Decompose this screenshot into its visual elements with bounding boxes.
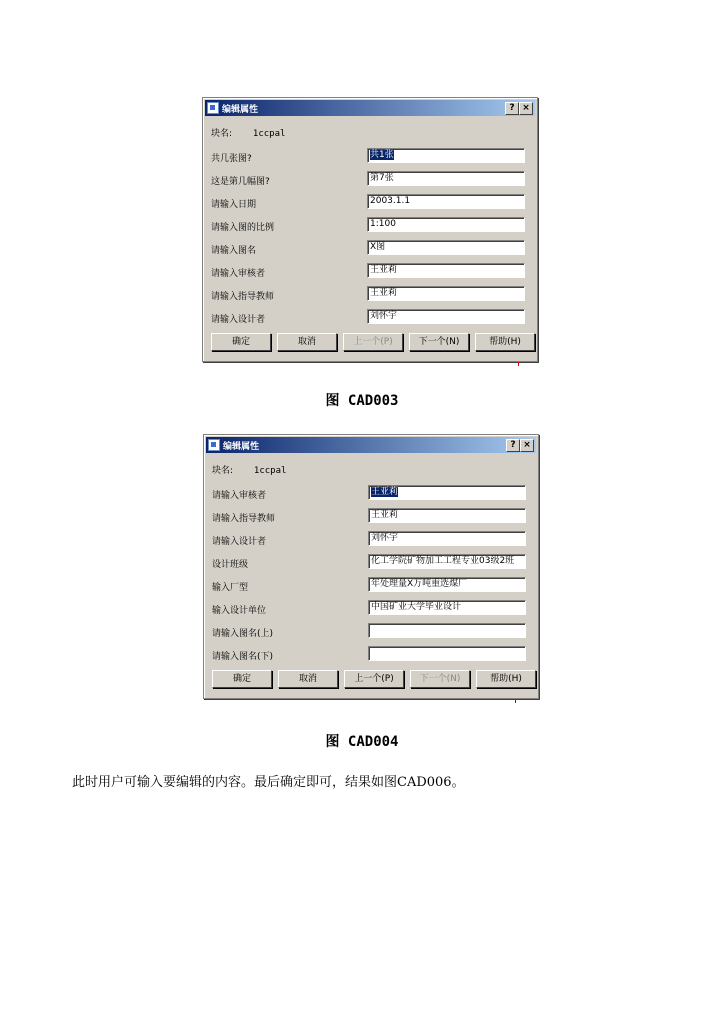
ok-button[interactable]: 确定 [212, 670, 272, 688]
help-icon[interactable]: ? [505, 102, 519, 115]
page-mark [518, 362, 519, 366]
attribute-input[interactable]: X图 [367, 240, 525, 255]
help-icon[interactable]: ? [506, 439, 520, 452]
attribute-input[interactable] [368, 646, 526, 661]
attribute-row [211, 263, 527, 279]
attribute-input[interactable]: 王亚莉 [367, 286, 525, 301]
attribute-label: 请输入审核者 [212, 491, 267, 501]
attribute-label: 请输入指导教师 [212, 514, 276, 524]
figure-caption-1: 图 CAD003 [325, 393, 399, 409]
attribute-label: 请输入图名(上) [212, 629, 274, 639]
attribute-input[interactable]: 2003.1.1 [367, 194, 525, 209]
attribute-input[interactable] [368, 623, 526, 638]
close-icon[interactable]: × [519, 102, 533, 115]
attribute-row [211, 240, 527, 256]
attribute-input[interactable]: 王亚莉 [367, 263, 525, 278]
dialog-titlebar[interactable] [206, 437, 536, 453]
block-name-label: 块名: [212, 466, 234, 476]
next-button[interactable]: 下一个(N) [409, 333, 469, 351]
attribute-input[interactable]: 王亚莉 [368, 508, 526, 523]
attribute-label: 设计班级 [212, 560, 249, 570]
cancel-button[interactable]: 取消 [278, 670, 338, 688]
attribute-input[interactable]: 第7张 [367, 171, 525, 186]
attribute-label: 请输入日期 [211, 200, 257, 210]
block-name-row [212, 463, 286, 476]
attribute-input[interactable] [368, 485, 526, 500]
selected-text: 王亚莉 [371, 487, 399, 497]
attribute-row [212, 577, 528, 593]
dialog-buttons [212, 670, 536, 688]
attribute-row [212, 623, 528, 639]
block-name-label: 块名: [211, 129, 233, 139]
attribute-input[interactable]: 年处理量X万吨重选煤厂 [368, 577, 526, 592]
attribute-input[interactable]: 刘怀宇 [367, 309, 525, 324]
block-name-value: 1ccpal [252, 129, 286, 139]
attribute-input[interactable]: 化工学院矿物加工工程专业03级2班 [368, 554, 526, 569]
help-button[interactable]: 帮助(H) [476, 670, 536, 688]
attribute-label: 共几张图? [211, 154, 252, 164]
dialog-title: 编辑属性 [222, 104, 259, 115]
body-paragraph: 此时用户可输入要编辑的内容。最后确定即可，结果如图CAD006。 [72, 775, 465, 790]
app-icon [207, 102, 219, 114]
attribute-input[interactable] [367, 148, 525, 163]
attribute-label: 请输入审核者 [211, 269, 266, 279]
attribute-row [211, 194, 527, 210]
attribute-label: 请输入图名 [211, 246, 257, 256]
attribute-row [211, 309, 527, 325]
next-button: 下一个(N) [410, 670, 470, 688]
attribute-label: 请输入指导教师 [211, 292, 275, 302]
attribute-row [212, 554, 528, 570]
attribute-row [212, 485, 528, 501]
edit-attributes-dialog-1 [202, 97, 538, 362]
edit-attributes-dialog-2 [203, 434, 539, 699]
attribute-row [211, 217, 527, 233]
attribute-row [212, 646, 528, 662]
attribute-input[interactable]: 中国矿业大学毕业设计 [368, 600, 526, 615]
figure-caption-2: 图 CAD004 [325, 734, 399, 750]
ok-button[interactable]: 确定 [211, 333, 271, 351]
block-name-row [211, 126, 285, 139]
attribute-label: 请输入设计者 [211, 315, 266, 325]
attribute-label: 这是第几幅图? [211, 177, 270, 187]
previous-button: 上一个(P) [343, 333, 403, 351]
cancel-button[interactable]: 取消 [277, 333, 337, 351]
help-button[interactable]: 帮助(H) [475, 333, 535, 351]
dialog-buttons [211, 333, 535, 351]
attribute-input[interactable]: 刘怀宇 [368, 531, 526, 546]
attribute-label: 输入设计单位 [212, 606, 267, 616]
attribute-label: 请输入图的比例 [211, 223, 275, 233]
block-name-value: 1ccpal [253, 466, 287, 476]
dialog-title: 编辑属性 [223, 441, 260, 452]
dialog-titlebar[interactable] [205, 100, 535, 116]
close-icon[interactable]: × [520, 439, 534, 452]
attribute-row [212, 531, 528, 547]
selected-text: 共1张 [370, 150, 394, 160]
attribute-row [211, 286, 527, 302]
attribute-row [211, 171, 527, 187]
page-mark [515, 699, 516, 703]
attribute-label: 输入厂型 [212, 583, 249, 593]
attribute-row [212, 508, 528, 524]
attribute-row [211, 148, 527, 164]
attribute-input[interactable]: 1:100 [367, 217, 525, 232]
app-icon [208, 439, 220, 451]
attribute-label: 请输入图名(下) [212, 652, 274, 662]
attribute-row [212, 600, 528, 616]
attribute-label: 请输入设计者 [212, 537, 267, 547]
previous-button[interactable]: 上一个(P) [344, 670, 404, 688]
